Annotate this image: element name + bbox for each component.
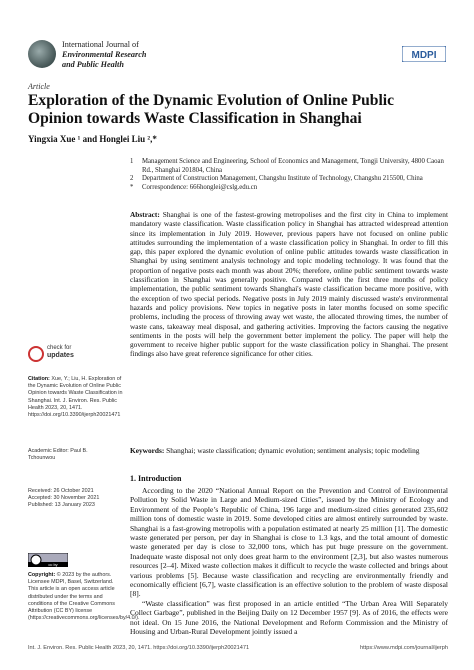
keywords-label: Keywords: [130, 446, 165, 455]
footer-citation[interactable]: Int. J. Environ. Res. Public Health 2023, 20, 1471. https://doi.org/10.3390/ijerph20021471 [28, 645, 250, 651]
published-date: Published: 13 January 2023 [28, 502, 95, 509]
intro-paragraph-1: According to the 2020 “National Annual Report on the Prevention and Control of Environmental Pollution by Solid Waste in Large and Medium-sized Cities”, issued by the Ministry of Ecology and Environment of the People’s Republic of China, 196 large and medium-sized cities generated 235,602 million tons of domestic waste in 2019. Some developed cities are almost entirely surrounded by waste. Shanghai is a fast-growing metropolis with a population estimated at nearly 25 million [1]. The domestic waste generated per person, per day in Shanghai is close to 1.3 kgs, and the total amount of domestic waste generated per day is close to 32,000 tons, which has put huge pressure on the government. Inadequate waste disposal not only does great harm to the environment [2,3], but also wastes numerous resources [2–4]. Mixed waste collection makes it difficult to recycle the waste collected and brings about various problems [5]. Because waste classification and recycling are environmentally friendly and economically efficient [6,7], waste classification is an effective solution to the problem of waste disposal [8]. [130, 486, 448, 599]
copyright-label: Copyright: [28, 572, 56, 578]
affiliations [130, 158, 450, 192]
keywords [130, 446, 448, 455]
affiliation-1 [130, 158, 450, 175]
keywords-text: Shanghai; waste classification; dynamic evolution; sentiment analysis; topic modeling [164, 446, 420, 455]
journal-logo [28, 40, 56, 68]
mdpi-logo [402, 46, 446, 62]
editor-label: Academic Editor: Paul B. [28, 448, 88, 454]
mdpi-logo-text: MDPI [411, 50, 437, 61]
citation-label: Citation: [28, 376, 50, 382]
cc-by-license-icon [28, 553, 68, 567]
journal-line3: and Public Health [62, 60, 124, 69]
journal-line2: Environmental Research [62, 50, 147, 59]
citation-text: Xue, Y.; Liu, H. Exploration of the Dynamic Evolution of Online Public Opinion towards Waste Classification in Shanghai. Int. J. Environ. Res. Public Health 2023, 20, 1471. https://doi.org/10.3390/ijerph20021471 [28, 376, 123, 419]
check-for-updates[interactable] [47, 345, 74, 360]
academic-editor [28, 448, 124, 462]
cc-by-text: cc by [48, 562, 58, 567]
editor-name: Tchounwou [28, 455, 56, 462]
section-heading: 1. Introduction [130, 474, 182, 483]
affiliation-num: * [130, 183, 134, 191]
journal-name [62, 40, 146, 70]
received-date: Received: 26 October 2021 [28, 488, 94, 494]
copyright-text: © 2023 by the authors. Licensee MDPI, Basel, Switzerland. This article is an open access article distributed under the terms and conditions of the Creative Commons Attribution (CC BY) license (https://creativecommons.org/licenses/by/4.0/). [28, 572, 140, 622]
journal-line1: International Journal of [62, 40, 139, 49]
accepted-date: Accepted: 30 November 2021 [28, 495, 100, 502]
affiliation-2 [130, 175, 450, 184]
copyright-block [28, 572, 140, 622]
page-footer [28, 645, 448, 651]
abstract [130, 210, 448, 359]
check-line1: check for [47, 345, 72, 351]
introduction-body [130, 486, 448, 637]
dates [28, 488, 124, 510]
affiliation-num: 1 [130, 158, 134, 165]
affiliation-num: 2 [130, 175, 134, 183]
check-line2: updates [47, 352, 74, 359]
article-type: Article [28, 82, 50, 91]
abstract-text: Shanghai is one of the fastest-growing metropolises and the first city in China to implement mandatory waste classification. Waste classification policy in Shanghai has attracted widespread attention since its implementation in July 2019. However, previous papers have not focused on online public attitudes surrounding the implementation of a waste classification policy in Shanghai. In order to fill this gap, this paper explored the dynamic evolution of online public attitudes towards waste classification in Shanghai by using sentiment analysis technology and topic modeling technology. It was found that the proportion of negative posts each month was about 20%; therefore, online public sentiment towards waste classification in Shanghai was generally positive. Compared with the first three months of policy implementation, the public sentiment towards Shanghai's waste classification became more positive, with the exception of two special periods. Negative posts in July 2019 mainly discussed waste's environmental hazards and policy provisions. New topics in negative posts in later months focused on some specific problems, including the process of throwing away wet waste, the allocated throwing times, the number of waste cans, takeaway meal disposal, and gathering activities. Improving the factors causing the negative sentiments in the posts will help the government better implement the policy. The paper will help the government to receive higher public support for the waste classification policy in Shanghai. The present findings also have great reference significance for other cities. [130, 210, 448, 359]
citation-block [28, 376, 124, 419]
intro-paragraph-2: “Waste classification” was first proposed in an article entitled “The Urban Area Will Separately Collect Garbage”, published in the Beijing Daily on 12 December 1957 [9]. As of 2016, the effects were not ideal. On 15 June 2016, the National Development and Reform Commission and the Ministry of Housing and Urban-Rural Development jointly issued a [130, 598, 448, 637]
affiliation-text: Management Science and Engineering, School of Economics and Management, Tongji University, 4800 Caoan Rd., Shanghai 201804, China [142, 158, 444, 174]
authors: Yingxia Xue ¹ and Honglei Liu ²,* [28, 134, 157, 144]
footer-journal-link[interactable]: https://www.mdpi.com/journal/ijerph [360, 645, 448, 651]
correspondence [130, 184, 450, 193]
check-for-updates-icon[interactable] [28, 346, 44, 362]
abstract-label: Abstract: [130, 210, 160, 219]
affiliation-text: Correspondence: 666honglei@cslg.edu.cn [142, 183, 258, 191]
paper-title: Exploration of the Dynamic Evolution of Online Public Opinion towards Waste Classification in Shanghai [28, 92, 395, 127]
affiliation-text: Department of Construction Management, Changshu Institute of Technology, Changshu 215500, China [142, 175, 423, 183]
